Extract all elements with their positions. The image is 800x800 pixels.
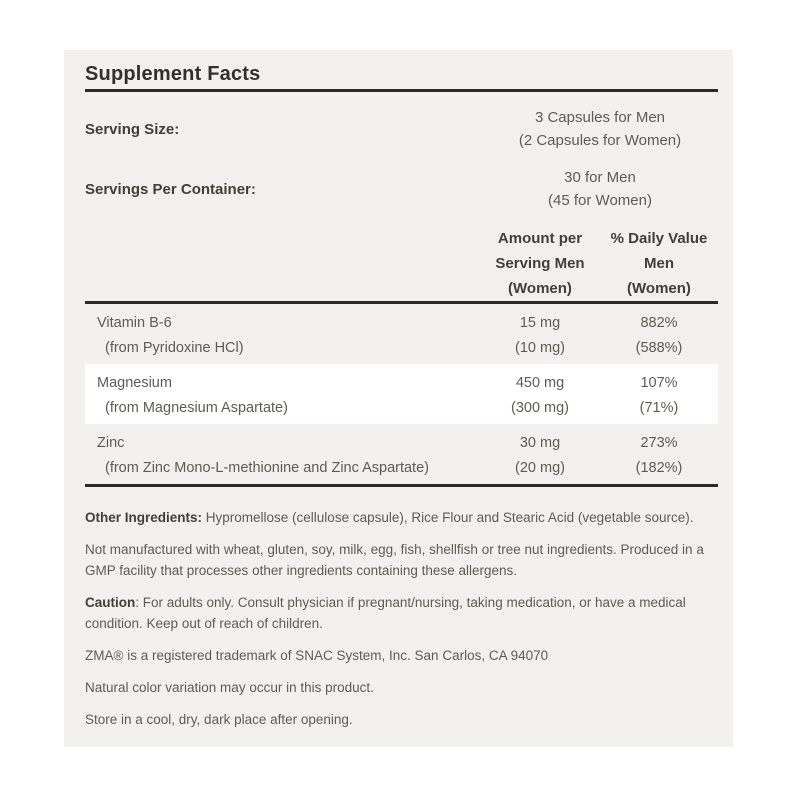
table-row-magnesium [85, 364, 718, 424]
dv-header-line2: Men [644, 255, 674, 272]
storage-paragraph: Store in a cool, dry, dark place after opening. [85, 712, 353, 727]
nutrient-amount-men: 15 mg [519, 315, 561, 331]
nutrient-name: Vitamin B-6 [97, 315, 172, 331]
table-row-zinc [85, 424, 718, 484]
nutrient-sub-line [85, 456, 718, 481]
servings-container-men: 30 for Men [564, 169, 636, 186]
supplement-facts-panel [64, 50, 733, 747]
serving-size-label: Serving Size: [85, 120, 180, 138]
servings-per-container-value [482, 166, 718, 212]
nutrient-name: Magnesium [97, 375, 172, 391]
table-header-spacer [85, 226, 480, 301]
nutrient-main-line [85, 431, 718, 456]
amount-header-line3: (Women) [508, 280, 572, 297]
other-ingredients-paragraph [85, 507, 718, 528]
serving-size-women: (2 Capsules for Women) [518, 132, 682, 149]
nutrient-dv-men: 882% [640, 315, 678, 331]
servings-per-container-label: Servings Per Container: [85, 180, 256, 198]
nutrient-main-line [85, 371, 718, 396]
serving-size-row [85, 106, 718, 152]
divider-rule-top [85, 89, 718, 92]
serving-size-men: 3 Capsules for Men [534, 109, 666, 126]
nutrient-amount-women: (10 mg) [515, 340, 565, 356]
nutrient-source: (from Magnesium Aspartate) [105, 400, 288, 416]
other-ingredients-label: Other Ingredients: [85, 510, 203, 525]
nutrient-amount-women: (20 mg) [515, 460, 565, 476]
nutrient-dv-women: (182%) [635, 460, 683, 476]
nutrient-dv-men: 107% [640, 375, 678, 391]
amount-header-line2: Serving Men [495, 255, 585, 272]
servings-per-container-row [85, 166, 718, 212]
nutrient-amount-women: (300 mg) [510, 400, 570, 416]
nutrient-amount-men: 450 mg [515, 375, 565, 391]
caution-paragraph [85, 592, 718, 634]
dv-header-line1: % Daily Value [610, 230, 708, 247]
table-header-row [85, 226, 718, 301]
color-variation-paragraph: Natural color variation may occur in this product. [85, 680, 374, 695]
nutrient-main-line [85, 311, 718, 336]
caution-text: : For adults only. Consult physician if pregnant/nursing, taking medication, or have a medical condition. Keep out of reach of children. [85, 595, 686, 631]
serving-size-value [482, 106, 718, 152]
table-row-vitamin-b6 [85, 304, 718, 364]
dv-header-line3: (Women) [627, 280, 691, 297]
nutrient-sub-line [85, 396, 718, 421]
daily-value-column-header [600, 226, 718, 301]
trademark-paragraph: ZMA® is a registered trademark of SNAC System, Inc. San Carlos, CA 94070 [85, 648, 549, 663]
nutrient-dv-men: 273% [640, 435, 678, 451]
amount-header-line1: Amount per [497, 230, 583, 247]
nutrient-name: Zinc [97, 435, 125, 451]
footnotes-section [85, 507, 718, 730]
page-title: Supplement Facts [85, 63, 261, 85]
caution-label: Caution [85, 595, 136, 610]
amount-column-header [480, 226, 600, 301]
nutrient-dv-women: (588%) [635, 340, 683, 356]
nutrient-amount-men: 30 mg [519, 435, 561, 451]
nutrient-source: (from Pyridoxine HCl) [105, 340, 244, 356]
other-ingredients-text: Hypromellose (cellulose capsule), Rice Flour and Stearic Acid (vegetable source). [202, 510, 694, 525]
allergen-paragraph: Not manufactured with wheat, gluten, soy, milk, egg, fish, shellfish or tree nut ingredients. Produced in a GMP facility that processes other ingredients containing these allergens. [85, 542, 704, 578]
divider-rule-bottom [85, 484, 718, 487]
servings-container-women: (45 for Women) [548, 192, 652, 209]
nutrient-dv-women: (71%) [639, 400, 679, 416]
nutrient-source: (from Zinc Mono-L-methionine and Zinc Aspartate) [105, 460, 429, 476]
nutrient-sub-line [85, 336, 718, 361]
